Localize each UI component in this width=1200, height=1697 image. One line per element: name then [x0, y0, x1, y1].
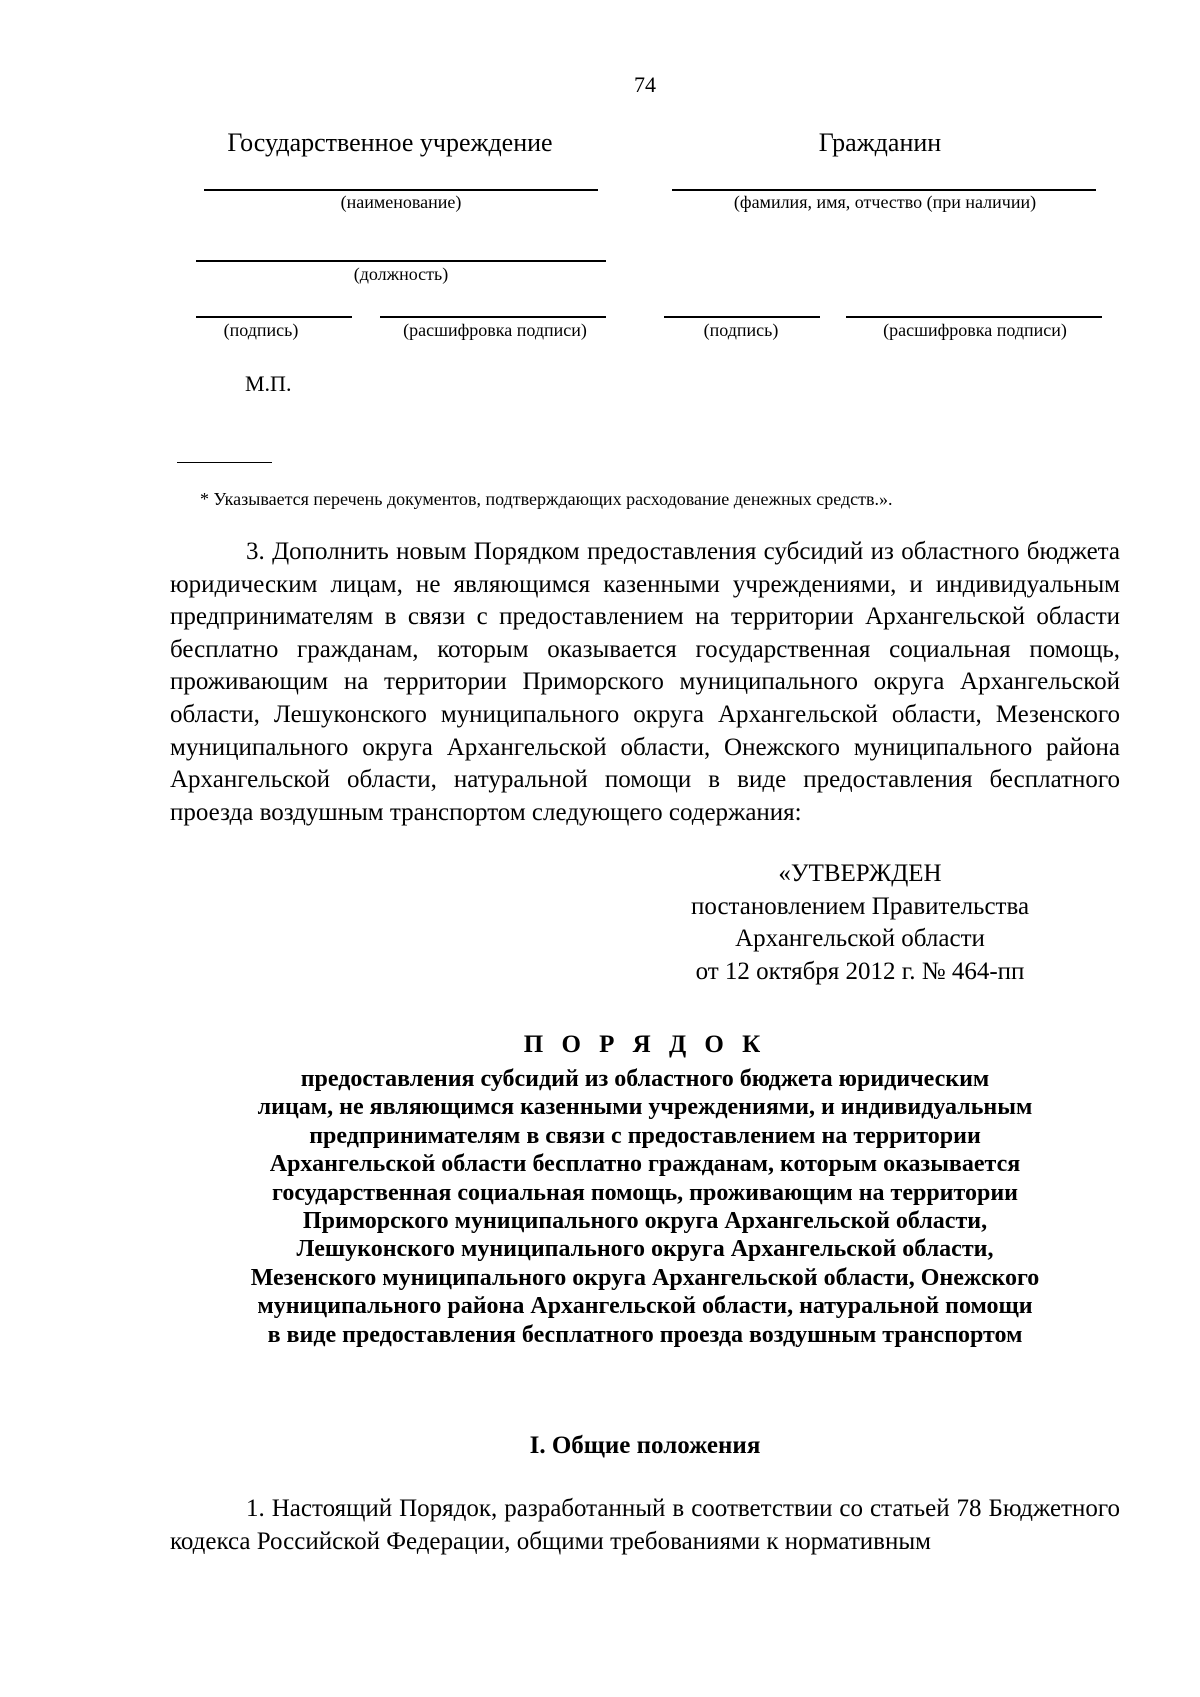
citizen-decryption-caption: (расшифровка подписи): [883, 320, 1067, 340]
approval-line-2: постановлением Правительства: [690, 892, 1030, 920]
citizen-title: Гражданин: [818, 128, 942, 157]
institution-decryption-line: [380, 316, 606, 318]
citizen-name-caption: (фамилия, имя, отчество (при наличии): [733, 192, 1037, 212]
position-line: [196, 260, 606, 262]
position-caption: (должность): [353, 264, 449, 284]
institution-signature-caption: (подпись): [223, 320, 299, 340]
footnote-rule: [177, 462, 272, 463]
order-heading: П О Р Я Д О К: [523, 1031, 767, 1058]
order-title-line: предоставления субсидий из областного бюджета юридическим: [300, 1066, 990, 1092]
approval-block: [660, 858, 1060, 988]
citizen-signature-line: [664, 316, 820, 318]
order-title-line: Мезенского муниципального округа Архангельской области, Онежского: [250, 1264, 1040, 1291]
citizen-signature-caption: (подпись): [703, 320, 779, 340]
order-title-line: Архангельской области бесплатно гражданам, которым оказывается: [269, 1151, 1021, 1178]
order-title-line: государственная социальная помощь, проживающим на территории: [272, 1179, 1018, 1206]
order-title-line: муниципального района Архангельской области, натуральной помощи: [257, 1293, 1033, 1320]
institution-signature-line: [196, 316, 352, 318]
order-title-line: предпринимателям в связи с предоставлением на территории: [309, 1122, 981, 1149]
institution-title: Государственное учреждение: [227, 128, 553, 157]
citizen-name-line: [672, 189, 1096, 191]
page-number: 74: [634, 72, 656, 97]
order-title-line: в виде предоставления бесплатного проезда воздушным транспортом: [267, 1321, 1023, 1348]
stamp-label: М.П.: [245, 371, 292, 396]
footnote: * Указывается перечень документов, подтверждающих расходование денежных средств.».: [200, 489, 893, 509]
institution-name-caption: (наименование): [340, 192, 462, 212]
order-title-line: Лешуконского муниципального округа Архангельской области,: [296, 1236, 994, 1263]
approval-line-1: «УТВЕРЖДЕН: [778, 860, 942, 887]
order-title: [150, 1065, 1140, 1349]
citizen-decryption-line: [846, 316, 1102, 318]
paragraph-3: 3. Дополнить новым Порядком предоставления субсидий из областного бюджета юридическим лицам, не являющимся казенными учреждениями, и индивидуальным предпринимателям в связи с предоставлением на территории Архангельской области бесплатно гражданам, которым оказывается государственная социальная помощь, проживающим на территории Приморского муниципального округа Архангельской области, Лешуконского муниципального округа Архангельской области, Мезенского муниципального округа Архангельской области, Онежского муниципального района Архангельской области, натуральной помощи в виде предоставления бесплатного проезда воздушным транспортом следующего содержания:: [170, 538, 1120, 826]
order-title-line: Приморского муниципального округа Архангельской области,: [302, 1208, 988, 1235]
section-heading: I. Общие положения: [529, 1432, 761, 1459]
approval-line-3: Архангельской области: [735, 925, 985, 952]
institution-decryption-caption: (расшифровка подписи): [403, 320, 587, 340]
section-1-paragraph-1: 1. Настоящий Порядок, разработанный в соответствии со статьей 78 Бюджетного кодекса Российской Федерации, общими требованиями к нормативным: [170, 1495, 1120, 1555]
order-title-line: лицам, не являющимся казенными учреждениями, и индивидуальным: [257, 1094, 1033, 1121]
approval-line-4: от 12 октября 2012 г. № 464-пп: [695, 957, 1025, 985]
institution-name-line: [204, 189, 598, 191]
